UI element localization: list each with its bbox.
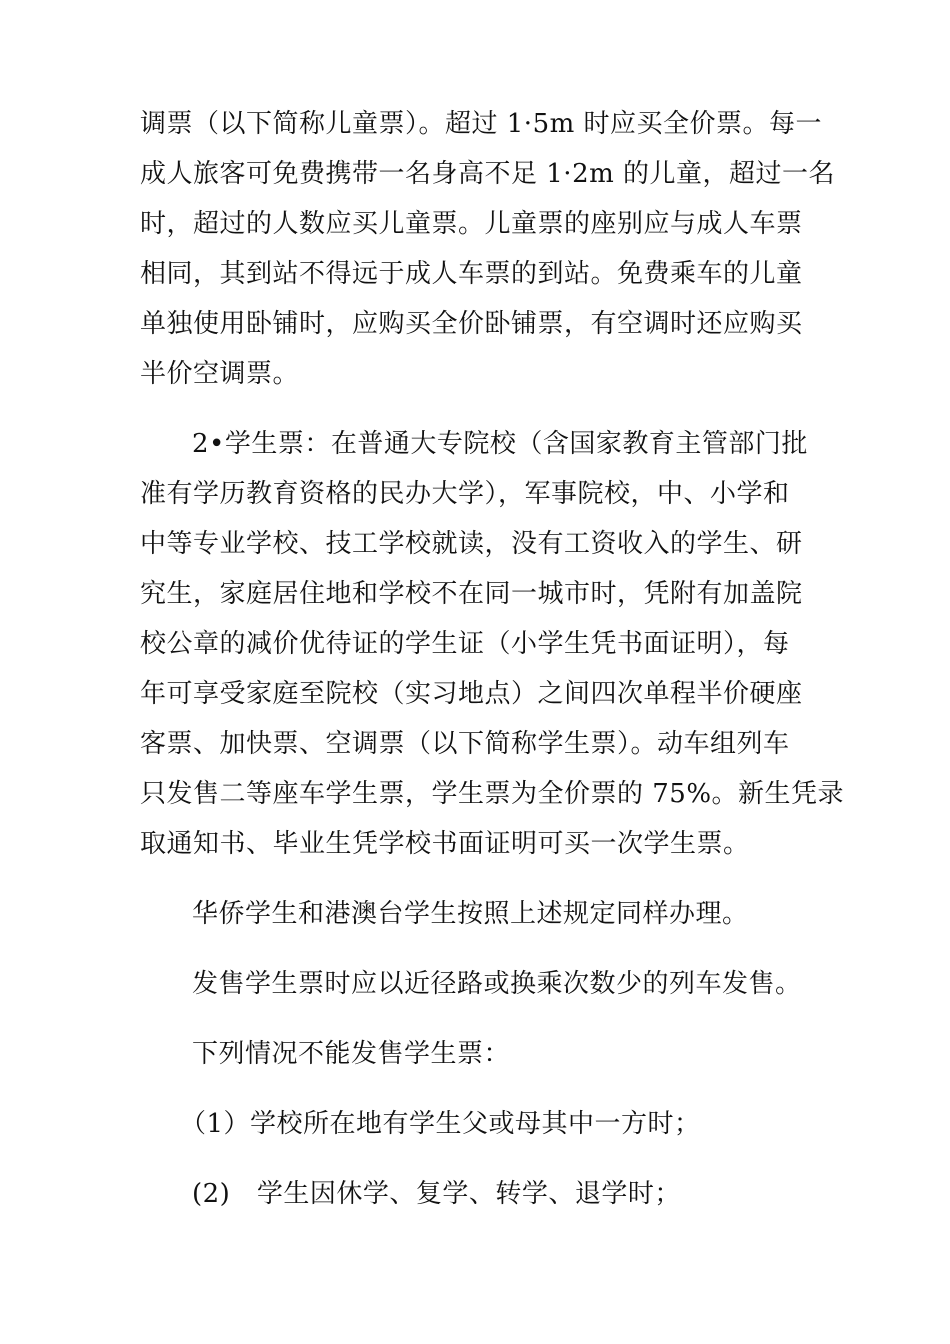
paragraph-overseas-students: 华侨学生和港澳台学生按照上述规定同样办理。 bbox=[192, 899, 749, 929]
text-line: 半价空调票。 bbox=[140, 359, 300, 389]
paragraph-exclusions-heading: 下列情况不能发售学生票： bbox=[192, 1039, 511, 1069]
text-line: 只发售二等座车学生票，学生票为全价票的 75%。新生凭录 bbox=[140, 779, 845, 809]
text-line: 中等专业学校、技工学校就读，没有工资收入的学生、研 bbox=[140, 529, 803, 559]
list-item: （1）学校所在地有学生父或母其中一方时； bbox=[180, 1109, 701, 1139]
text-line: 成人旅客可免费携带一名身高不足 1·2m 的儿童，超过一名 bbox=[140, 159, 836, 189]
list-item: (2) 学生因休学、复学、转学、退学时； bbox=[192, 1179, 681, 1209]
text-line: 2•学生票：在普通大专院校（含国家教育主管部门批 bbox=[192, 429, 808, 459]
text-line: 时，超过的人数应买儿童票。儿童票的座别应与成人车票 bbox=[140, 209, 803, 239]
text-line: 究生，家庭居住地和学校不在同一城市时，凭附有加盖院 bbox=[140, 579, 803, 609]
text-line: 调票（以下简称儿童票）。超过 1·5m 时应买全价票。每一 bbox=[140, 109, 823, 139]
text-line: 取通知书、毕业生凭学校书面证明可买一次学生票。 bbox=[140, 829, 750, 859]
text-line: 校公章的减价优待证的学生证（小学生凭书面证明），每 bbox=[140, 629, 790, 659]
paragraph-route-rule: 发售学生票时应以近径路或换乘次数少的列车发售。 bbox=[192, 969, 802, 999]
text-line: 相同，其到站不得远于成人车票的到站。免费乘车的儿童 bbox=[140, 259, 803, 289]
text-line: 年可享受家庭至院校（实习地点）之间四次单程半价硬座 bbox=[140, 679, 803, 709]
text-line: 客票、加快票、空调票（以下简称学生票）。动车组列车 bbox=[140, 729, 790, 759]
text-line: 准有学历教育资格的民办大学），军事院校，中、小学和 bbox=[140, 479, 790, 509]
text-line: 单独使用卧铺时，应购买全价卧铺票，有空调时还应购买 bbox=[140, 309, 803, 339]
